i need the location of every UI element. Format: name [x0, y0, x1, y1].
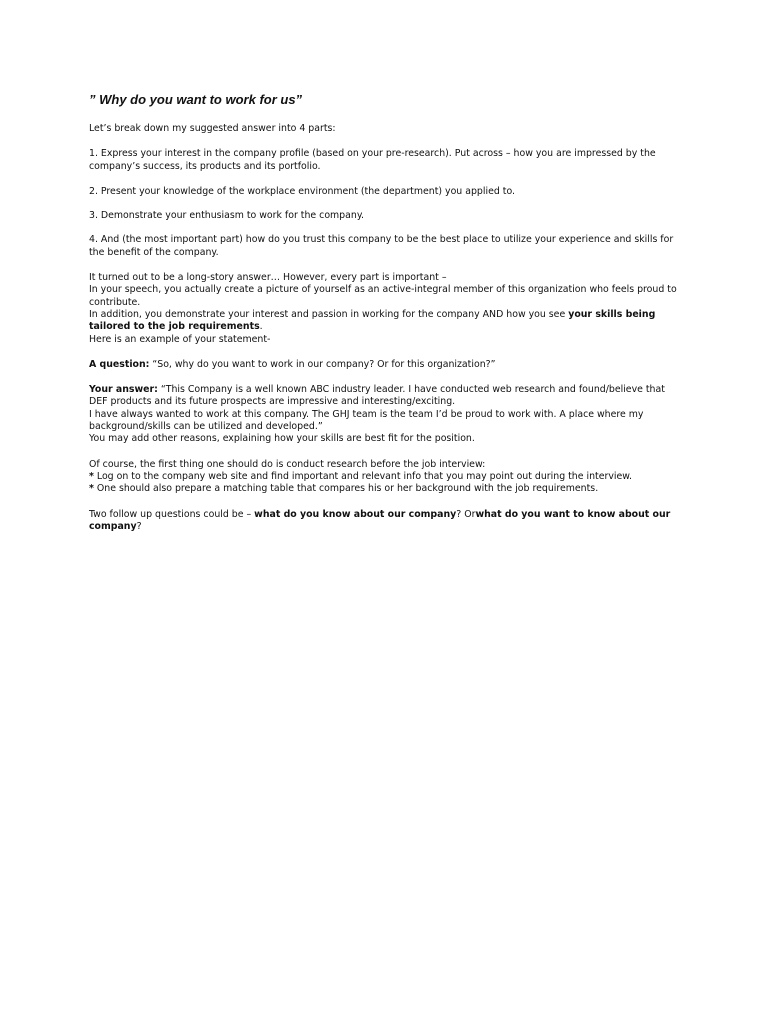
followup-pre: Two follow up questions could be – [89, 508, 255, 520]
followup-block [89, 509, 679, 534]
answer-line-3: You may add other reasons, explaining how your skills are best fit for the position. [89, 433, 475, 445]
followup-bold-1: what do you know about our company [254, 508, 457, 520]
research-bullet-2 [89, 483, 679, 495]
summary-block [89, 272, 679, 346]
research-bullet-1 [89, 471, 679, 483]
document-page [89, 92, 679, 546]
summary-line-4: Here is an example of your statement- [89, 333, 271, 345]
answer-block [89, 384, 679, 445]
question-text: “So, why do you want to work in our company? Or for this organization?” [149, 358, 496, 370]
answer-text: “This Company is a well known ABC industry leader. I have conducted web research and found/believe that DEF products and its future prospects are impressive and interesting/exciting. [89, 384, 665, 408]
bullet-mark-1: * [89, 470, 94, 482]
answer-line-1 [89, 384, 679, 409]
intro-text: Let’s break down my suggested answer into 4 parts: [89, 123, 336, 134]
followup-post: ? [136, 520, 142, 532]
point-4: 4. And (the most important part) how do you trust this company to be the best place to utilize your experience and skills for the benefit of the company. [89, 234, 674, 258]
research-bullet-2-text: One should also prepare a matching table that compares his or her background with the job requirements. [93, 483, 599, 495]
summary-line-3-pre: In addition, you demonstrate your interest and passion in working for the company AND how you see [89, 308, 569, 320]
question-label: A question: [89, 358, 150, 370]
research-line-1: Of course, the first thing one should do is conduct research before the job interview: [89, 458, 486, 470]
answer-line-2: I have always wanted to work at this company. The GHJ team is the team I’d be proud to work with. A place where my background/skills can be utilized and developed.” [89, 408, 644, 433]
research-bullet-1-text: Log on to the company web site and find important and relevant info that you may point out during the interview. [93, 470, 633, 482]
question-block [89, 359, 679, 371]
summary-line-1: It turned out to be a long-story answer… However, every part is important – [89, 272, 447, 284]
research-block [89, 459, 679, 496]
bullet-mark-2: * [89, 483, 94, 495]
page-title: ” Why do you want to work for us” [89, 92, 303, 107]
point-3: 3. Demonstrate your enthusiasm to work for the company. [89, 210, 365, 222]
answer-label: Your answer: [89, 384, 158, 396]
followup-bold-2: what do you want to know about our company [89, 508, 671, 532]
summary-line-3 [89, 309, 679, 334]
summary-line-3-post: . [259, 321, 263, 333]
followup-mid: ? Or [456, 508, 476, 520]
point-2: 2. Present your knowledge of the workplace environment (the department) you applied to. [89, 185, 516, 197]
point-1: 1. Express your interest in the company profile (based on your pre-research). Put across – how you are impressed by the company’s success, its products and its portfolio. [89, 148, 656, 172]
summary-line-3-bold: your skills being tailored to the job requirements [89, 308, 656, 333]
summary-line-2: In your speech, you actually create a picture of yourself as an active-integral member of this organization who feels proud to contribute. [89, 284, 677, 308]
